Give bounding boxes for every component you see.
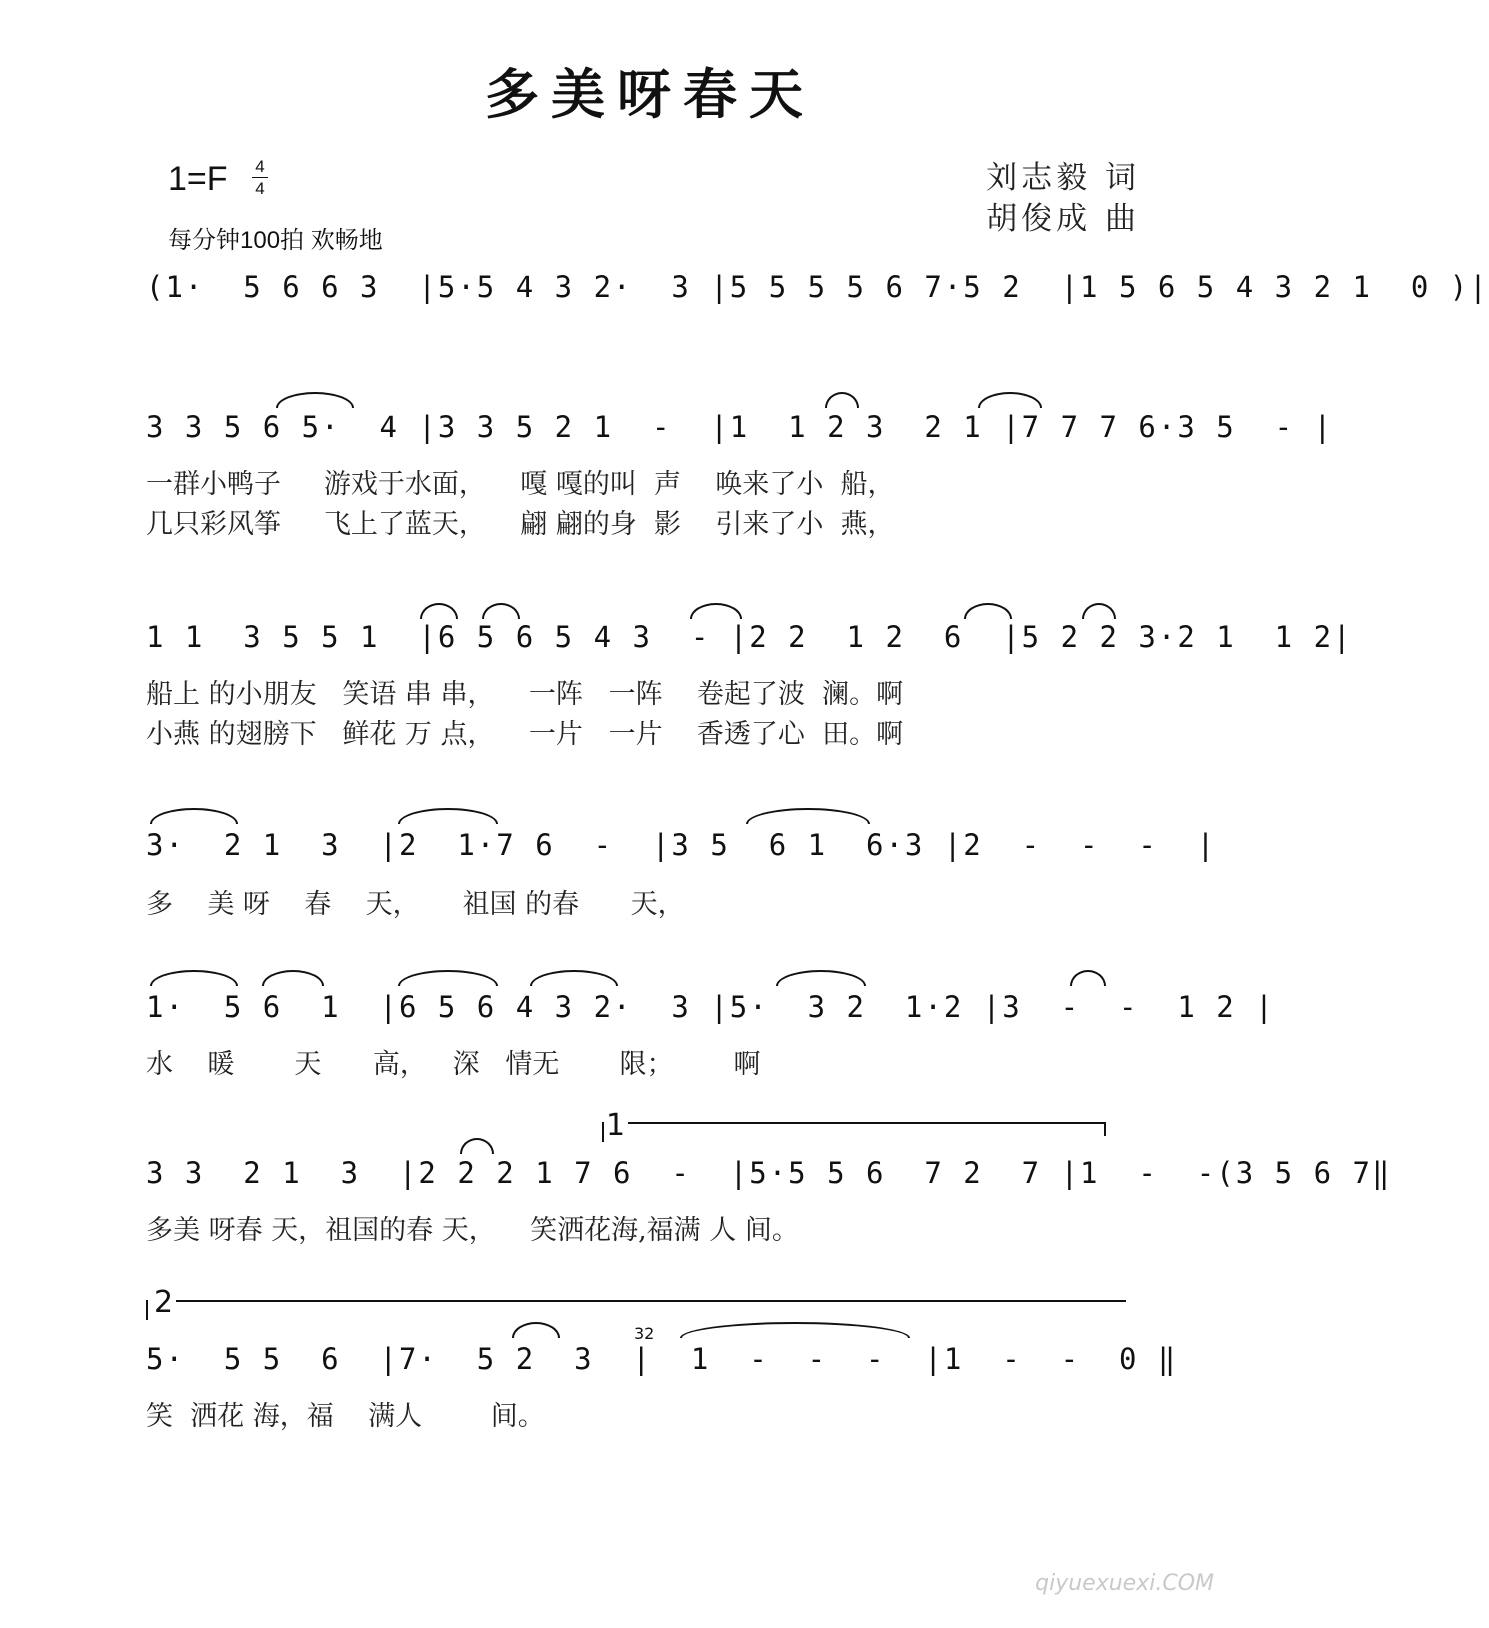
volta-line	[628, 1122, 1106, 1124]
composer-credit: 胡俊成 曲	[986, 201, 1140, 237]
slur	[978, 392, 1042, 408]
lyrics-system-2-verse-1: 一群小鸭子 游戏于水面， 嘎 嘎的叫 声 唤来了小 船，	[146, 469, 895, 500]
slur	[262, 970, 324, 986]
slur	[150, 808, 238, 824]
lyrics-system-7: 笑 洒花 海，福 满人 间。	[146, 1401, 545, 1432]
slur	[150, 970, 238, 986]
slur	[398, 970, 498, 986]
notes-system-1: (1· 5 6 6 3 |5·5 4 3 2· 3 |5 5 5 5 6 7·5 2 |1 5 6 5 4 3 2 1 0 )|	[146, 270, 1489, 304]
slur	[964, 603, 1012, 619]
key-signature: 1=F	[168, 160, 228, 198]
tempo-marking: 每分钟100拍 欢畅地	[168, 227, 383, 254]
volta-number-2: 2	[154, 1285, 174, 1320]
slur	[825, 392, 859, 408]
volta-bracket-end	[1104, 1122, 1106, 1136]
volta-bracket	[146, 1300, 148, 1320]
slur	[530, 970, 618, 986]
slur	[746, 808, 870, 824]
slur	[482, 603, 520, 619]
lyrics-system-2-verse-2: 几只彩风筝 飞上了蓝天， 翩 翩的身 影 引来了小 燕，	[146, 509, 895, 540]
notes-system-7: 5· 5 5 6 |7· 5 2 3 | 1 - - - |1 - - 0 ‖	[146, 1342, 1178, 1376]
lyrics-system-3-verse-2: 小燕 的翅膀下 鲜花 万 点， 一片 一片 香透了心 田。啊	[146, 719, 904, 750]
lyrics-system-6: 多美 呀春 天，祖国的春 天， 笑洒花海,福满 人 间。	[146, 1215, 799, 1246]
song-title: 多美呀春天	[485, 62, 815, 126]
notes-system-4: 3· 2 1 3 |2 1·7 6 - |3 5 6 1 6·3 |2 - - - |	[146, 828, 1217, 862]
time-signature-numerator: 4	[252, 156, 268, 178]
volta-line	[176, 1300, 1126, 1302]
lyrics-system-5: 水 暖 天 高， 深 情无 限； 啊	[146, 1049, 761, 1080]
slur	[512, 1322, 560, 1338]
slur	[460, 1138, 494, 1154]
time-signature-denominator: 4	[255, 179, 265, 198]
notes-system-2: 3 3 5 6 5· 4 |3 3 5 2 1 - |1 1 2 3 2 1 |7 7 7 6·3 5 - |	[146, 410, 1334, 444]
time-signature	[252, 156, 268, 199]
notes-system-6: 3 3 2 1 3 |2 2 2 1 7 6 - |5·5 5 6 7 2 7 |1 - -(3 5 6 7‖	[146, 1156, 1392, 1190]
slur	[276, 392, 354, 408]
slur	[398, 808, 498, 824]
slur	[776, 970, 866, 986]
slur	[1070, 970, 1106, 986]
grace-notes: 32	[634, 1324, 655, 1343]
slur	[420, 603, 458, 619]
lyricist-credit: 刘志毅 词	[986, 160, 1140, 196]
lyrics-system-3-verse-1: 船上 的小朋友 笑语 串 串， 一阵 一阵 卷起了波 澜。啊	[146, 679, 904, 710]
watermark: qiyuexuexi.COM	[1035, 1571, 1214, 1596]
lyrics-system-4: 多 美 呀 春 天， 祖国 的春 天，	[146, 889, 685, 920]
notes-system-3: 1 1 3 5 5 1 |6 5 6 5 4 3 - |2 2 1 2 6 |5 2 2 3·2 1 1 2|	[146, 620, 1353, 654]
volta-bracket	[602, 1122, 604, 1142]
slur	[680, 1322, 910, 1338]
slur	[1082, 603, 1116, 619]
slur	[690, 603, 742, 619]
notes-system-5: 1· 5 6 1 |6 5 6 4 3 2· 3 |5· 3 2 1·2 |3 - - 1 2 |	[146, 990, 1275, 1024]
volta-number-1: 1	[606, 1108, 626, 1143]
